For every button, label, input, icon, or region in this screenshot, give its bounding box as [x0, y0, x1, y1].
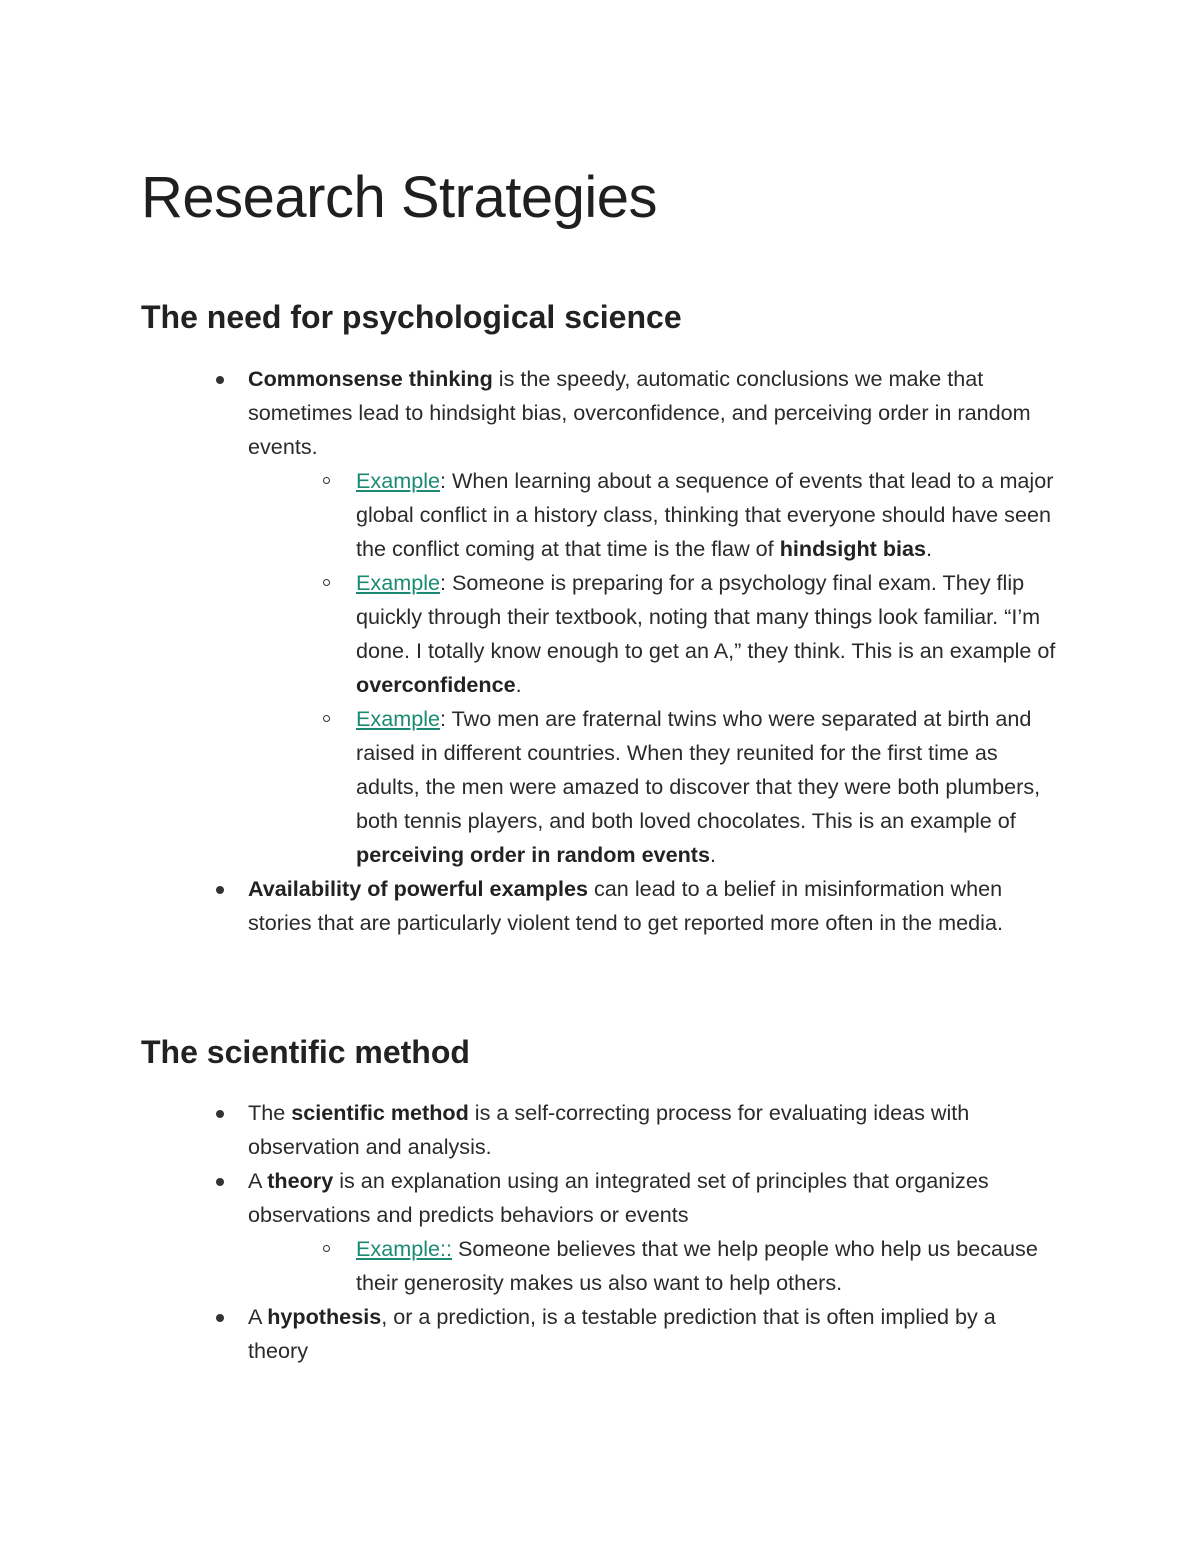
sub-item-text: : When learning about a sequence of events that lead to a major global conflict in a history class, thinking that everyone should have seen the conflict coming at that time is the flaw of: [356, 468, 1054, 561]
sub-item-text: Someone believes that we help people who help us because their generosity makes us also want to help others.: [356, 1236, 1038, 1295]
circle-bullet-icon: [323, 1245, 330, 1252]
term-bold: Availability of powerful examples: [248, 876, 588, 901]
example-link[interactable]: Example: [356, 706, 441, 731]
bullet-icon: [216, 1110, 224, 1118]
term-bold: theory: [267, 1168, 334, 1193]
sub-list-item: [0, 464, 1056, 566]
sub-item-tail: .: [515, 672, 522, 697]
bullet-icon: [216, 376, 224, 384]
circle-bullet-icon: [323, 477, 330, 484]
item-text: can lead to a belief in misinformation when stories that are particularly violent tend to get reported more often in the media.: [248, 876, 1003, 935]
sub-list-item: [0, 1232, 1056, 1300]
section-heading-scientific-method: The scientific method: [141, 1034, 470, 1070]
bullet-icon: [216, 886, 224, 894]
sub-list-item: [0, 702, 1056, 872]
bullet-list-need: [0, 362, 1200, 940]
item-prefix: The: [248, 1100, 292, 1125]
sub-list-item: [0, 566, 1056, 702]
sub-item-text: : Two men are fraternal twins who were separated at birth and raised in different countries. When they reunited for the first time as adults, the men were amazed to discover that they were both plumbers, both tennis players, and both loved chocolates. This is an example of: [356, 706, 1041, 833]
page-title: Research Strategies: [141, 165, 657, 230]
example-link[interactable]: Example::: [356, 1236, 453, 1261]
sub-list: [248, 464, 1060, 872]
sub-item-text: : Someone is preparing for a psychology final exam. They flip quickly through their textbook, noting that many things look familiar. “I’m done. I totally know enough to get an A,” they think. This is an example of: [356, 570, 1056, 663]
term-bold: overconfidence: [356, 672, 516, 697]
circle-bullet-icon: [323, 715, 330, 722]
item-text: is a self-correcting process for evaluating ideas with observation and analysis.: [248, 1100, 970, 1159]
bullet-icon: [216, 1314, 224, 1322]
item-text: , or a prediction, is a testable prediction that is often implied by a theory: [248, 1304, 996, 1363]
term-bold: perceiving order in random events: [356, 842, 710, 867]
list-item: [0, 362, 1060, 872]
example-link[interactable]: Example: [356, 570, 441, 595]
item-prefix: A: [248, 1168, 268, 1193]
sub-list: [248, 1232, 1060, 1300]
item-text: is the speedy, automatic conclusions we make that sometimes lead to hindsight bias, overconfidence, and perceiving order in random events.: [248, 366, 1031, 459]
term-bold: hindsight bias: [779, 536, 927, 561]
bullet-icon: [216, 1178, 224, 1186]
item-prefix: A: [248, 1304, 268, 1329]
list-item: [0, 1096, 1060, 1164]
list-item: [0, 872, 1060, 940]
circle-bullet-icon: [323, 579, 330, 586]
list-item: [0, 1300, 1060, 1368]
sub-item-tail: .: [926, 536, 933, 561]
item-text: is an explanation using an integrated set of principles that organizes observations and predicts behaviors or events: [248, 1168, 989, 1227]
example-link[interactable]: Example: [356, 468, 441, 493]
bullet-list-scientific-method: [0, 1096, 1200, 1368]
section-heading-need: The need for psychological science: [141, 299, 682, 335]
sub-item-tail: .: [710, 842, 716, 867]
term-bold: scientific method: [291, 1100, 469, 1125]
term-bold: Commonsense thinking: [248, 366, 493, 391]
term-bold: hypothesis: [267, 1304, 382, 1329]
list-item: [0, 1164, 1060, 1300]
